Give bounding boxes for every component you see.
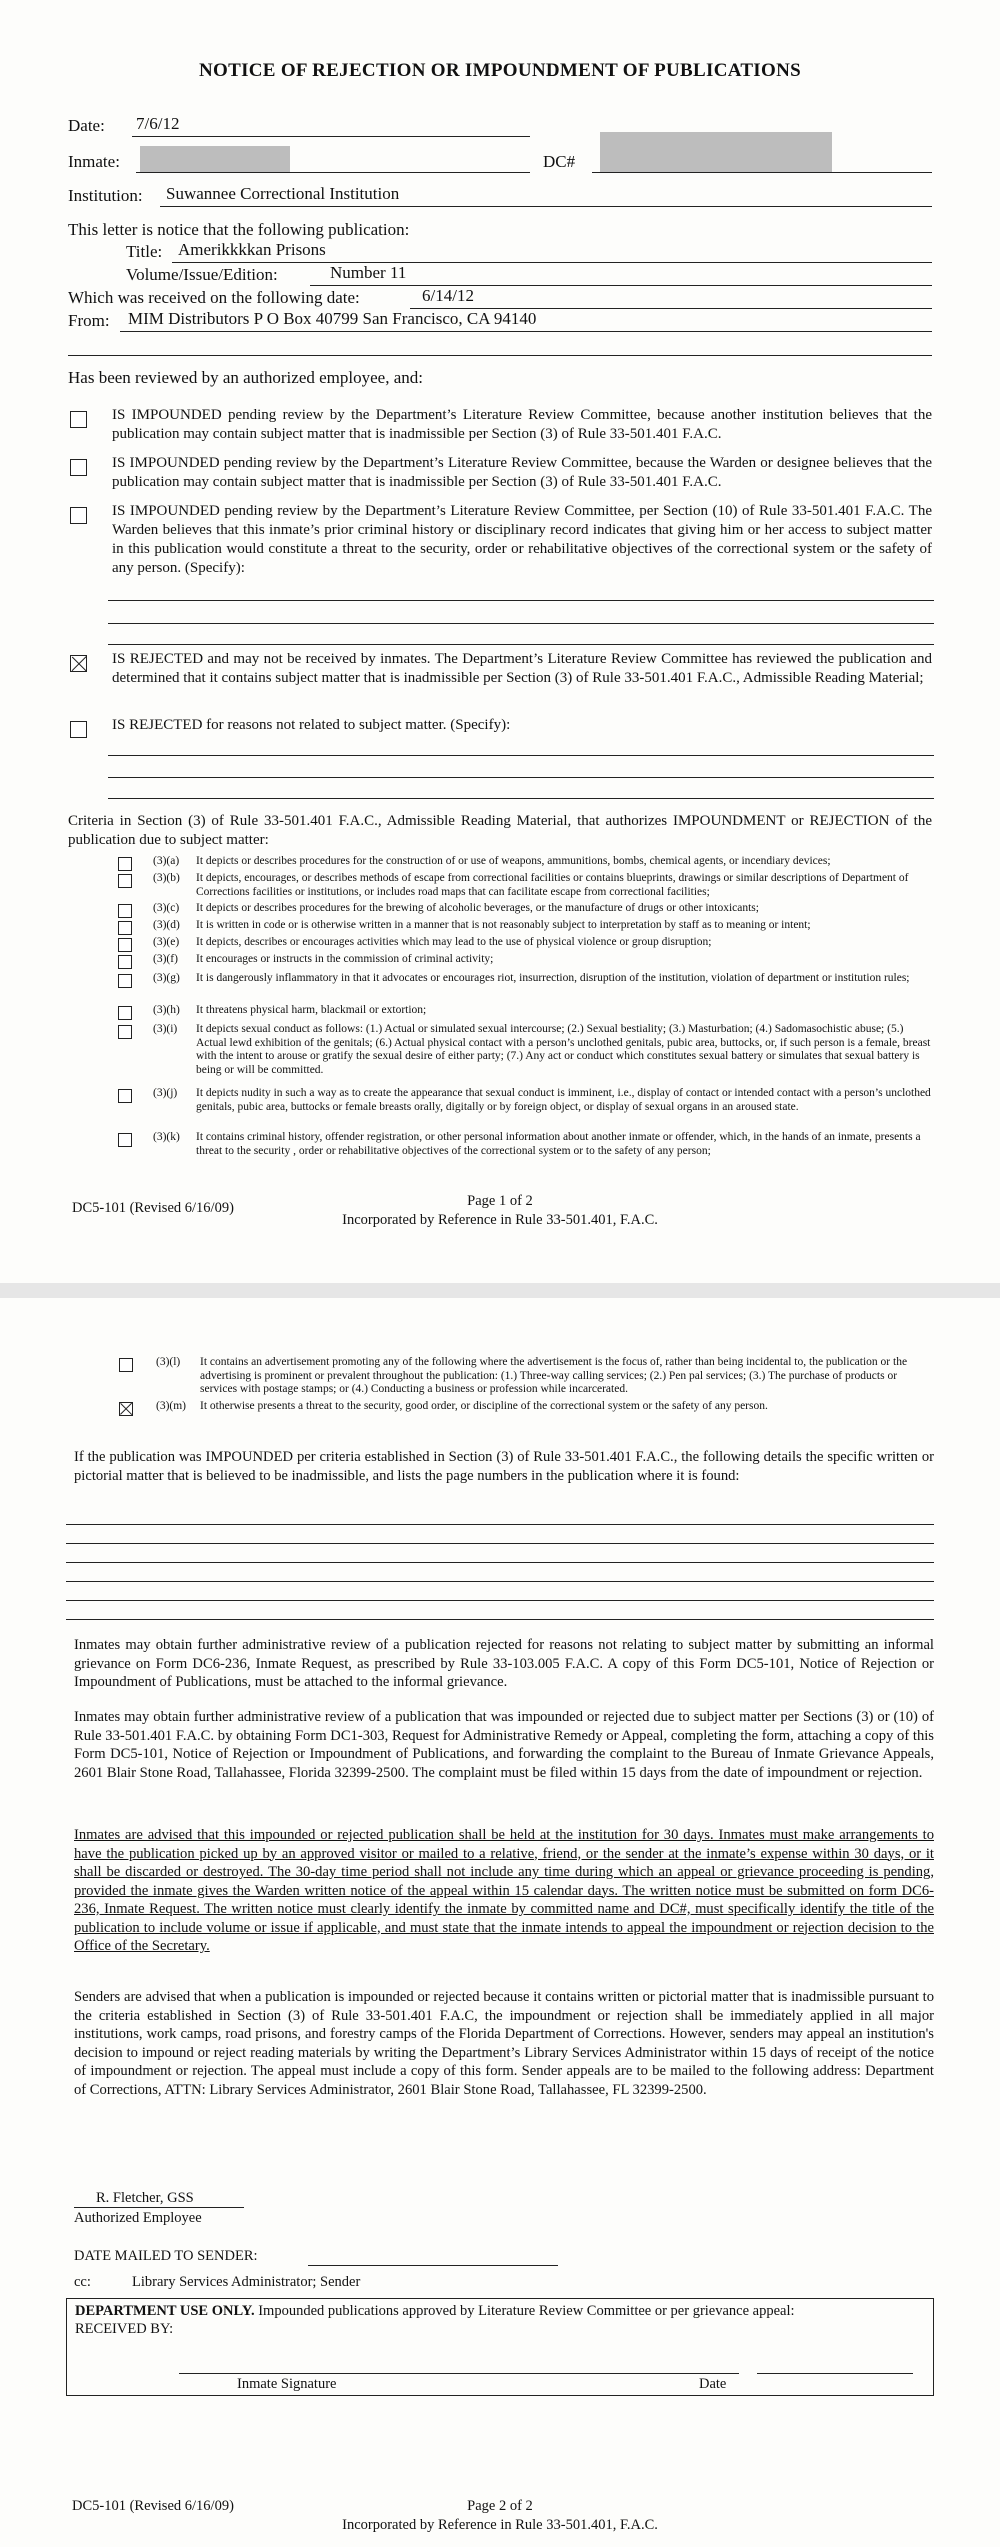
criterion-3f-code: (3)(f) bbox=[153, 953, 178, 965]
criterion-3k-checkbox[interactable] bbox=[118, 1133, 132, 1147]
page-2-form-number: DC5-101 (Revised 6/16/09) bbox=[72, 2498, 234, 2514]
criterion-3b-text: It depicts, encourages, or describes methods of escape from correctional facilities or contains blueprints, drawings or similar descriptions of Department of Corrections facilities or institutions, or includes road maps that can facilitate escape from correctional facilities; bbox=[196, 872, 909, 898]
inmate-label: Inmate: bbox=[68, 152, 120, 171]
criterion-3a-text: It depicts or describes procedures for the construction of or use of weapons, ammunitions, bombs, chemical agents, or incendiary devices; bbox=[196, 855, 831, 867]
criterion-3a-checkbox[interactable] bbox=[118, 857, 132, 871]
criterion-3c-text: It depicts or describes procedures for the brewing of alcoholic beverages, or the manufacture of drugs or other intoxicants; bbox=[196, 902, 759, 914]
from-label: From: bbox=[68, 311, 110, 330]
holding-period-paragraph: Inmates are advised that this impounded or rejected publication shall be held at the institution for 30 days. Inmates must make arrangements to have the publication picked up by an approved visitor or mailed to a relative, friend, or the sender at the inmate’s expense within 30 days, or it shall be discarded or destroyed. The 30-day time period shall not include any time during which an appeal or grievance proceeding is pending, provided the inmate gives the Warden written notice of the appeal within 15 calendar days. The written notice must be submitted on form DC6-236, Inmate Request. The written notice must clearly identify the inmate by committed name and DC#, must specifically identify the title of the publication to include volume or issue if applicable, and must state that the inmate intends to appeal the impoundment or rejection decision to the Office of the Secretary. bbox=[74, 1827, 934, 1954]
senders-advisory-paragraph: Senders are advised that when a publication is impounded or rejected because it contains written or pictorial matter that is inadmissible pursuant to the criteria established in Section (3) of Rule 33-501.401 F.A.C, the impoundment or rejection shall be immediately applied in all major institutions, work camps, road prisons, and forestry camps of the Florida Department of Corrections. However, senders may appeal an institution's decision to impound or reject reading materials by writing the Department’s Library Services Administrator within 15 days of receipt of the notice of impoundment or rejection. The appeal must include a copy of this form. Sender appeals are to be mailed to the following address: Department of Corrections, ATTN: Library Services Administrator, 2601 Blair Stone Road, Tallahassee, FL 32399-2500. bbox=[74, 1989, 934, 2098]
inmate-name-redaction bbox=[140, 146, 290, 172]
signature-role: Authorized Employee bbox=[74, 2210, 202, 2226]
criterion-3a-code: (3)(a) bbox=[153, 855, 180, 867]
informal-grievance-paragraph: Inmates may obtain further administrative review of a publication rejected for reasons not relating to subject matter by submitting an informal grievance on Form DC6-236, Inmate Request, as prescribed by Rule 33-103.005 F.A.C. A copy of this Form DC5-101, Notice of Rejection or Impoundment of Publications, must be attached to the informal grievance. bbox=[74, 1637, 934, 1690]
criterion-3i-code: (3)(i) bbox=[153, 1023, 178, 1035]
page-2 bbox=[0, 1298, 1000, 2547]
criterion-3l-text: It contains an advertisement promoting any of the following where the advertisement is the focus of, rather than being incidental to, the publication or the advertising is prominent or prevalent throughout the publication: (1.) Three-way calling services; (2.) Pen pal services; (3.) The purchase of products or services with postage stamps; or (4.) Conducting a business or profession while incarcerated. bbox=[200, 1356, 908, 1395]
option-impounded-section-10-checkbox[interactable] bbox=[70, 507, 87, 524]
criterion-3k-code: (3)(k) bbox=[153, 1131, 180, 1143]
criterion-3d-checkbox[interactable] bbox=[118, 921, 132, 935]
criterion-3e-checkbox[interactable] bbox=[118, 938, 132, 952]
criterion-3h-code: (3)(h) bbox=[153, 1004, 180, 1016]
cc-label: cc: bbox=[74, 2274, 91, 2290]
criterion-3h-checkbox[interactable] bbox=[118, 1006, 132, 1020]
department-use-heading: DEPARTMENT USE ONLY. bbox=[75, 2303, 255, 2319]
criterion-3j-checkbox[interactable] bbox=[118, 1089, 132, 1103]
page-1-page-number: Page 1 of 2 bbox=[467, 1193, 533, 1209]
criterion-3b-checkbox[interactable] bbox=[118, 874, 132, 888]
criterion-3l-code: (3)(l) bbox=[156, 1356, 181, 1368]
form-title: NOTICE OF REJECTION OR IMPOUNDMENT OF PUBLICATIONS bbox=[199, 60, 801, 81]
option-impounded-warden-checkbox[interactable] bbox=[70, 459, 87, 476]
option-1-text: IS IMPOUNDED pending review by the Department’s Literature Review Committee, because another institution believes that the publication may contain subject matter that is inadmissible per Section (3) of Rule 33-501.401 F.A.C. bbox=[112, 407, 932, 442]
criterion-3g-text: It is dangerously inflammatory in that it advocates or encourages riot, insurrection, disruption of the institution, violation of department or institution rules; bbox=[196, 972, 910, 984]
criteria-intro: Criteria in Section (3) of Rule 33-501.401 F.A.C., Admissible Reading Material, that authorizes IMPOUNDMENT or REJECTION of the publication due to subject matter: bbox=[68, 813, 932, 848]
page-2-page-number: Page 2 of 2 bbox=[467, 2498, 533, 2514]
received-label: Which was received on the following date: bbox=[68, 288, 360, 307]
option-2-text: IS IMPOUNDED pending review by the Department’s Literature Review Committee, because the Warden or designee believes that the publication may contain subject matter that is inadmissible per Section (3) of Rule 33-501.401 F.A.C. bbox=[112, 455, 932, 490]
impounded-details-text: If the publication was IMPOUNDED per criteria established in Section (3) of Rule 33-501.401 F.A.C., the following details the specific written or pictorial matter that is believed to be inadmissible, and lists the page numbers in the publication where it is found: bbox=[74, 1449, 934, 1484]
criterion-3d-text: It is written in code or is otherwise written in a manner that is not reasonably subject to interpretation by staff as to meaning or intent; bbox=[196, 919, 811, 931]
department-use-box bbox=[66, 2298, 934, 2396]
notice-intro: This letter is notice that the following publication: bbox=[68, 220, 410, 239]
criterion-3e-text: It depicts, describes or encourages activities which may lead to the use of physical violence or group disruption; bbox=[196, 936, 712, 948]
criterion-3k-text: It contains criminal history, offender registration, or other personal information about another inmate or offender, which, in the hands of an inmate, presents a threat to the security , order or rehabilitative objectives of the correctional system or to the safety of any person; bbox=[196, 1131, 921, 1157]
date-value: 7/6/12 bbox=[136, 114, 180, 133]
criterion-3i-text: It depicts sexual conduct as follows: (1.) Actual or simulated sexual intercourse; (2.) Sexual bestiality; (3.) Masturbation; (4.) Sadomasochistic abuse; (5.) Actual lewd exhibition of the genitals; (6.) Actual physical contact with a person’s unclothed genitals, pubic area, buttocks, or, if such person is a female, breast with the intent to arouse or gratify the sexual desire of either party; (7.) Any act or conduct which constitutes sexual battery or simulates that sexual battery is being or will be committed. bbox=[196, 1023, 931, 1076]
date-mailed-label: DATE MAILED TO SENDER: bbox=[74, 2248, 258, 2264]
criterion-3j-code: (3)(j) bbox=[153, 1087, 178, 1099]
from-value: MIM Distributors P O Box 40799 San Francisco, CA 94140 bbox=[128, 309, 537, 328]
option-5-text: IS REJECTED for reasons not related to subject matter. (Specify): bbox=[112, 717, 511, 733]
criterion-3j-text: It depicts nudity in such a way as to create the appearance that sexual conduct is imminent, i.e., display of contact or intended contact with a person’s unclothed genitals, pubic area, buttocks or female breasts orally, digitally or by foreign object, or display of sexual organs in an aroused state. bbox=[196, 1087, 931, 1113]
signature-name: R. Fletcher, GSS bbox=[96, 2190, 194, 2206]
institution-value: Suwannee Correctional Institution bbox=[166, 184, 400, 203]
page-1-incorporated: Incorporated by Reference in Rule 33-501.401, F.A.C. bbox=[342, 1212, 658, 1228]
received-date-label: Date bbox=[699, 2376, 727, 2392]
option-impounded-other-institution-checkbox[interactable] bbox=[70, 411, 87, 428]
criterion-3m-checkbox[interactable] bbox=[119, 1402, 133, 1416]
criterion-3d-code: (3)(d) bbox=[153, 919, 180, 931]
dc-number-redaction bbox=[600, 132, 832, 172]
administrative-review-paragraph: Inmates may obtain further administrative review of a publication that was impounded or rejected due to subject matter per Sections (3) or (10) of Rule 33-501.401 F.A.C. by obtaining Form DC1-303, Request for Administrative Remedy or Appeal, completing the form, attaching a copy of this Form DC5-101, Notice of Rejection or Impoundment of Publications, and forwarding the complaint to the Bureau of Inmate Grievance Appeals, 2601 Blair Stone Road, Tallahassee, Florida 32399-2500. The complaint must be filed within 15 days from the date of impoundment or rejection. bbox=[74, 1709, 934, 1781]
option-rejected-subject-matter-checkbox[interactable] bbox=[70, 655, 87, 672]
option-4-text: IS REJECTED and may not be received by inmates. The Department’s Literature Review Committee has reviewed the publication and determined that it contains subject matter that is inadmissible per Section (3) of Rule 33-501.401 F.A.C., Admissible Reading Material; bbox=[112, 651, 932, 686]
cc-value: Library Services Administrator; Sender bbox=[132, 2274, 361, 2290]
department-use-text: Impounded publications approved by Literature Review Committee or per grievance appeal: bbox=[258, 2303, 795, 2319]
received-value: 6/14/12 bbox=[422, 286, 474, 305]
date-label: Date: bbox=[68, 116, 105, 135]
option-3-text: IS IMPOUNDED pending review by the Department’s Literature Review Committee, per Section (10) of Rule 33-501.401 F.A.C. The Warden believes that this inmate’s prior criminal history or disciplinary record indicates that giving him or her access to subject matter in this publication would constitute a threat to the security, order or rehabilitative objectives of the correctional system or the safety of any person. (Specify): bbox=[112, 503, 932, 576]
received-by-label: RECEIVED BY: bbox=[75, 2321, 174, 2337]
title-value: Amerikkkkan Prisons bbox=[178, 240, 326, 259]
criterion-3h-text: It threatens physical harm, blackmail or extortion; bbox=[196, 1004, 427, 1016]
volume-label: Volume/Issue/Edition: bbox=[126, 265, 278, 284]
criterion-3g-checkbox[interactable] bbox=[118, 974, 132, 988]
criterion-3c-checkbox[interactable] bbox=[118, 904, 132, 918]
criterion-3i-checkbox[interactable] bbox=[118, 1025, 132, 1039]
dc-label: DC# bbox=[543, 152, 576, 171]
page-2-incorporated: Incorporated by Reference in Rule 33-501.401, F.A.C. bbox=[342, 2517, 658, 2533]
criterion-3b-code: (3)(b) bbox=[153, 872, 180, 884]
volume-value: Number 11 bbox=[330, 263, 407, 282]
reviewed-text: Has been reviewed by an authorized employee, and: bbox=[68, 368, 423, 387]
criterion-3e-code: (3)(e) bbox=[153, 936, 180, 948]
criterion-3m-text: It otherwise presents a threat to the security, good order, or discipline of the correctional system or the safety of any person. bbox=[200, 1400, 768, 1412]
criterion-3l-checkbox[interactable] bbox=[119, 1358, 133, 1372]
criterion-3m-code: (3)(m) bbox=[156, 1400, 187, 1412]
inmate-signature-label: Inmate Signature bbox=[237, 2376, 337, 2392]
criterion-3f-text: It encourages or instructs in the commission of criminal activity; bbox=[196, 953, 494, 965]
institution-label: Institution: bbox=[68, 186, 143, 205]
criterion-3f-checkbox[interactable] bbox=[118, 955, 132, 969]
page-1-form-number: DC5-101 (Revised 6/16/09) bbox=[72, 1200, 234, 1216]
option-rejected-other-reasons-checkbox[interactable] bbox=[70, 721, 87, 738]
criterion-3c-code: (3)(c) bbox=[153, 902, 180, 914]
criterion-3g-code: (3)(g) bbox=[153, 972, 180, 984]
title-label: Title: bbox=[126, 242, 163, 261]
